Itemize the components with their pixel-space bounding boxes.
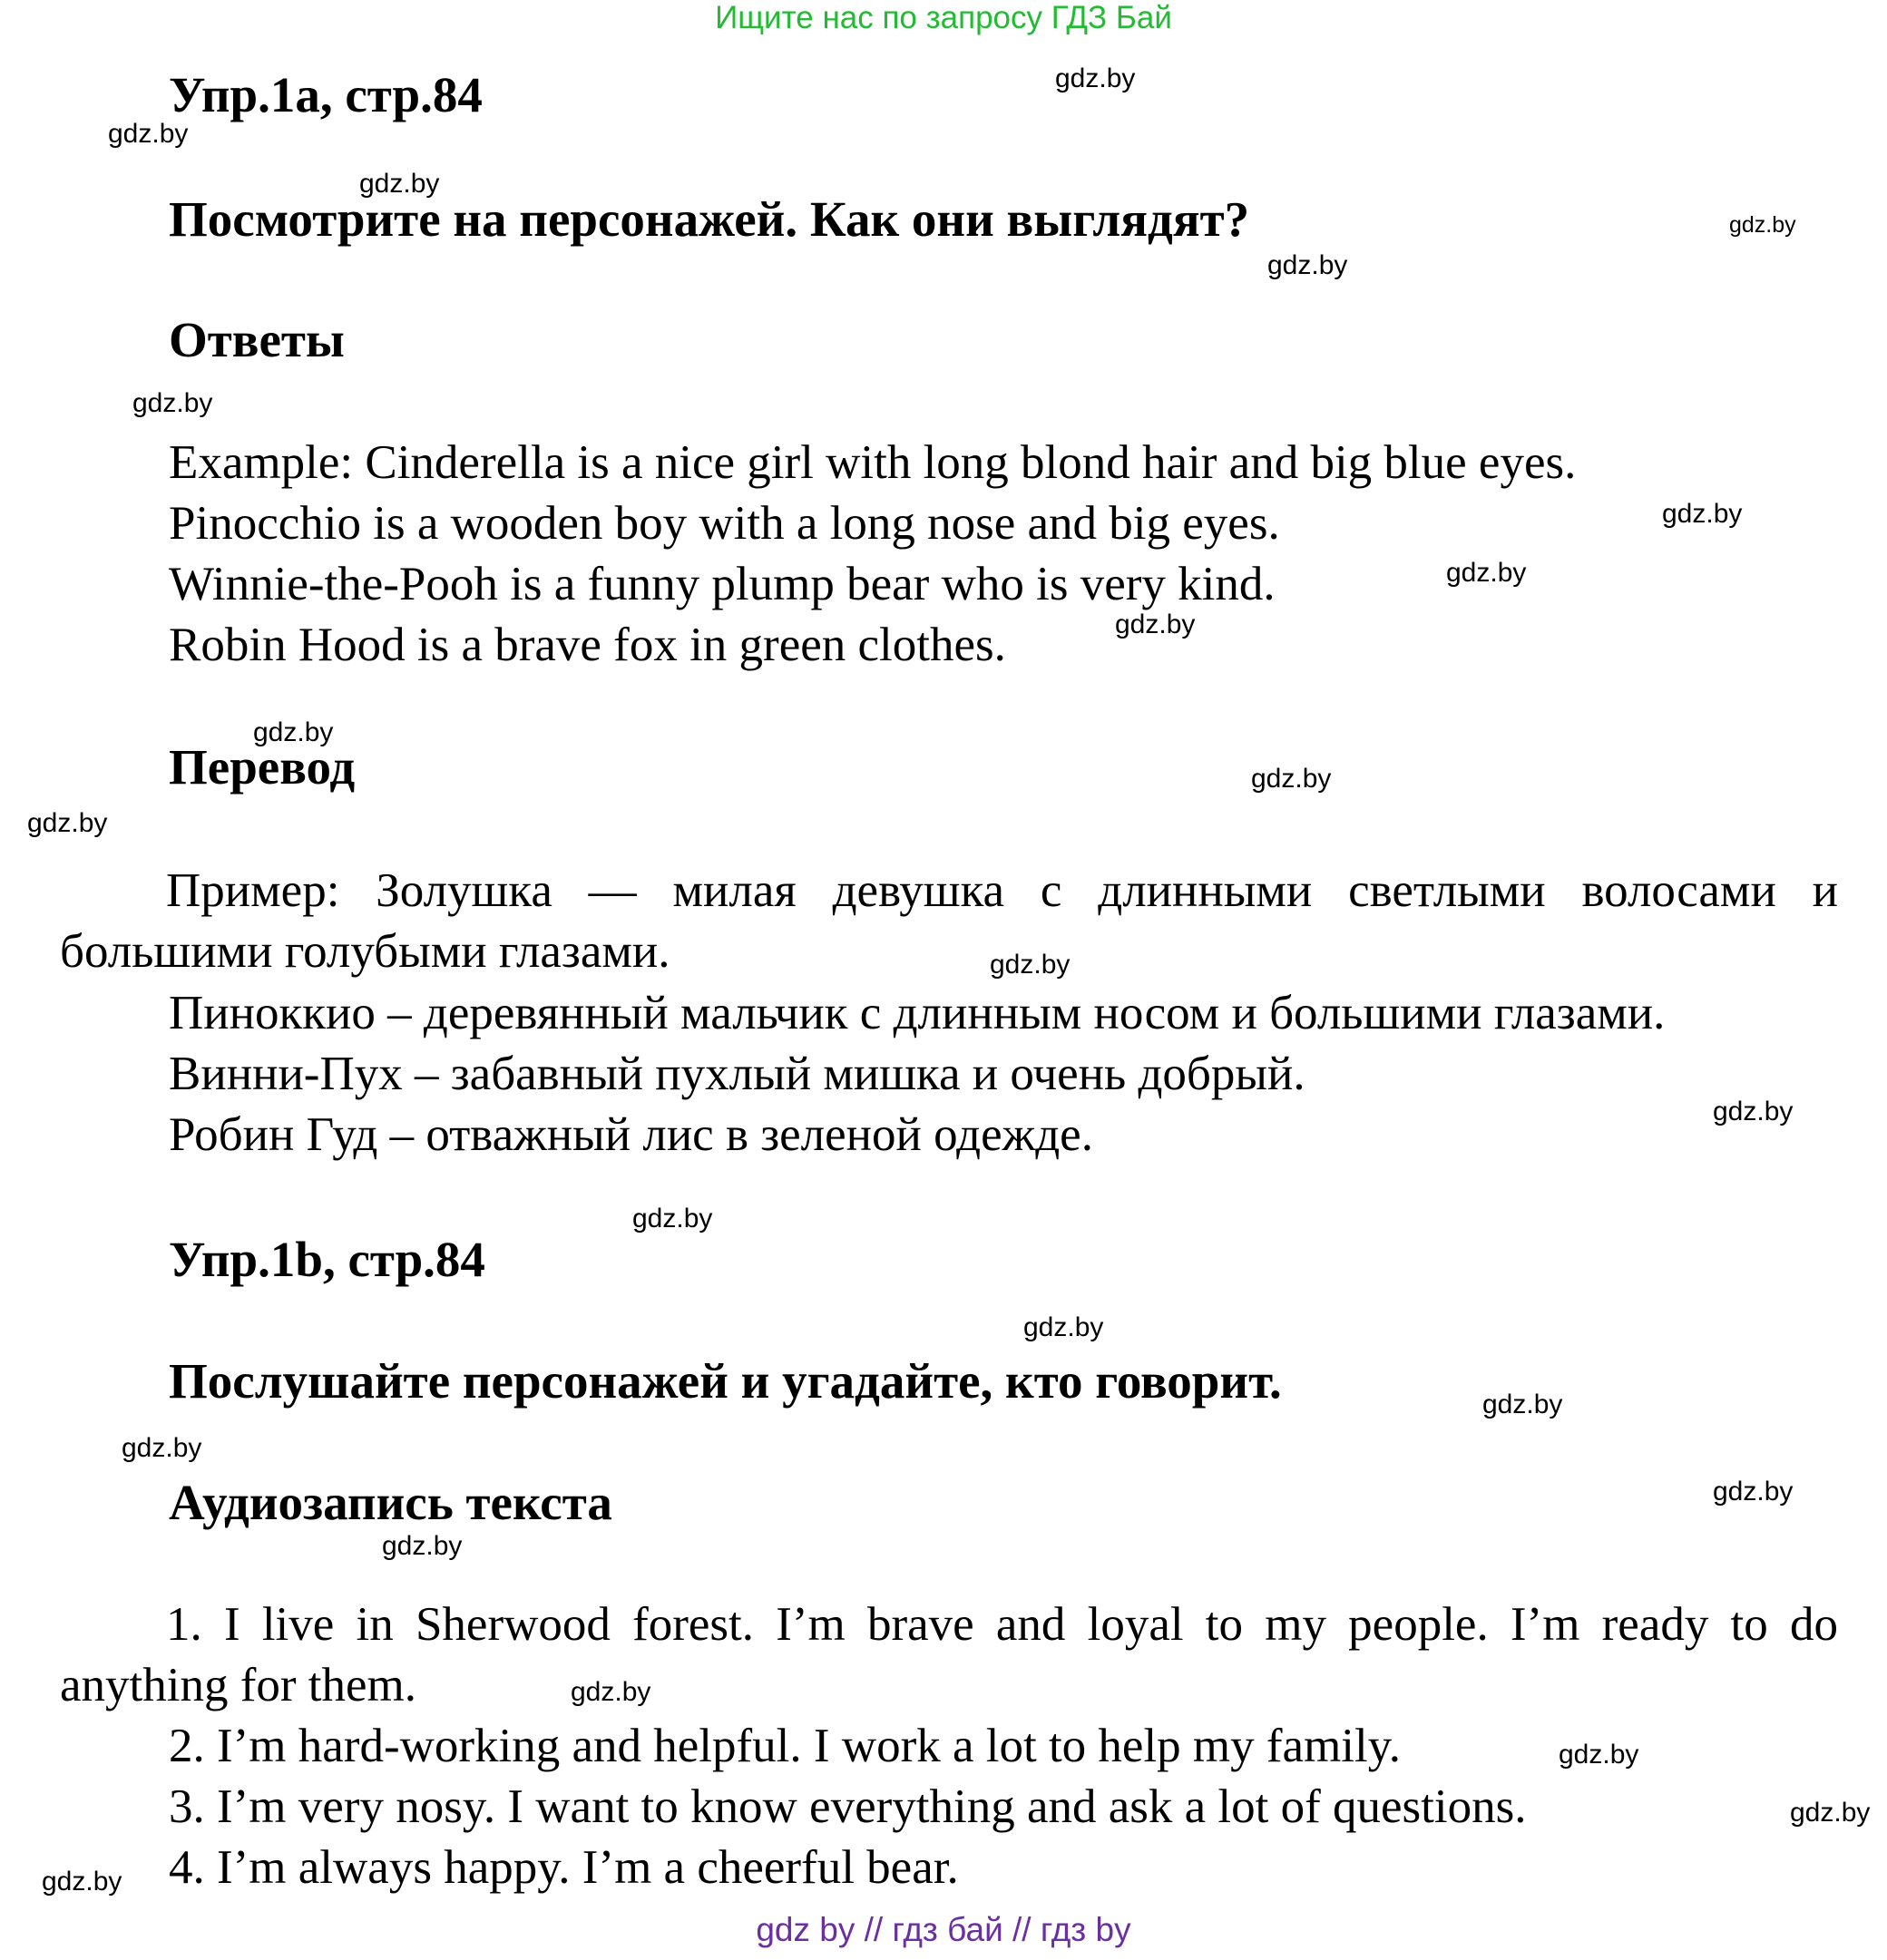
watermark: gdz.by (359, 169, 440, 199)
audio-heading: Аудиозапись текста (169, 1475, 612, 1530)
answer-line: Winnie-the-Pooh is a funny plump bear who is very kind. (169, 558, 1276, 610)
exercise-1a-task: Посмотрите на персонажей. Как они выглядят? (169, 191, 1250, 247)
watermark: gdz.by (1482, 1390, 1563, 1419)
watermark: gdz.by (1713, 1477, 1794, 1507)
audio-line: 3. I’m very nosy. I want to know everything and ask a lot of questions. (169, 1780, 1527, 1833)
watermark: gdz.by (1023, 1312, 1104, 1342)
exercise-1b-heading: Упр.1b, стр.84 (169, 1232, 485, 1287)
exercise-1a-heading: Упр.1a, стр.84 (169, 67, 483, 122)
watermark: gdz.by (253, 717, 334, 747)
translation-heading: Перевод (169, 739, 356, 795)
watermark: gdz.by (1115, 609, 1196, 639)
watermark: gdz.by (632, 1204, 713, 1234)
audio-line: 2. I’m hard-working and helpful. I work a lot to help my family. (169, 1720, 1402, 1772)
answer-line: Pinocchio is a wooden boy with a long nose and big eyes. (169, 497, 1280, 550)
translation-line: Робин Гуд – отважный лис в зеленой одежде. (169, 1108, 1093, 1161)
site-banner[interactable]: Ищите нас по запросу ГДЗ Бай (715, 0, 1172, 35)
watermark: gdz.by (1055, 63, 1136, 93)
watermark: gdz.by (1713, 1097, 1794, 1126)
watermark: gdz.by (1559, 1740, 1639, 1770)
translation-line: Винни-Пух – забавный пухлый мишка и очень добрый. (169, 1048, 1305, 1100)
audio-line: 4. I’m always happy. I’m a cheerful bear. (169, 1841, 959, 1894)
watermark: gdz.by (382, 1531, 463, 1561)
answer-line: Example: Cinderella is a nice girl with long blond hair and big blue eyes. (169, 436, 1577, 489)
watermark: gdz.by (1251, 764, 1332, 794)
watermark: gdz.by (1662, 499, 1743, 529)
answers-heading: Ответы (169, 312, 345, 367)
translation-line: Пиноккио – деревянный мальчик с длинным носом и большими глазами. (169, 987, 1666, 1039)
watermark: gdz.by (1790, 1798, 1871, 1828)
watermark: gdz.by (132, 388, 213, 418)
watermark: gdz.by (122, 1433, 202, 1463)
watermark: gdz.by (108, 119, 189, 149)
answer-line: Robin Hood is a brave fox in green clothes. (169, 619, 1006, 671)
watermark: gdz.by (27, 808, 108, 838)
site-footer[interactable]: gdz by // гдз бай // гдз by (756, 1911, 1131, 1948)
audio-paragraph: 1. I live in Sherwood forest. I’m brave and loyal to my people. I’m ready to do anything for them. (60, 1598, 1838, 1711)
translation-paragraph: Пример: Золушка — милая девушка с длинными светлыми волосами и большими голубыми глазами. (60, 864, 1838, 978)
watermark: gdz.by (1267, 250, 1348, 280)
exercise-1b-task: Послушайте персонажей и угадайте, кто говорит. (169, 1353, 1282, 1409)
watermark: gdz.by (1446, 558, 1527, 588)
watermark: gdz.by (42, 1867, 122, 1897)
watermark: gdz.by (1729, 212, 1796, 238)
watermark: gdz.by (571, 1677, 651, 1707)
watermark: gdz.by (990, 950, 1071, 980)
